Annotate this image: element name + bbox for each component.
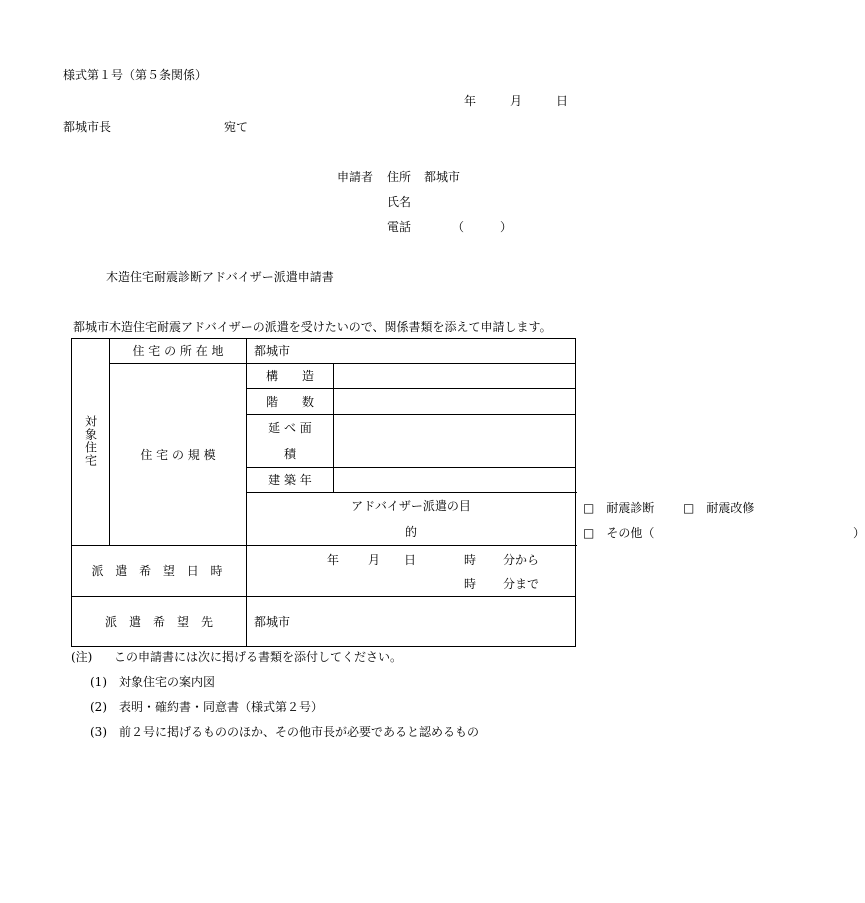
datetime-label: 派 遣 希 望 日 時	[72, 546, 247, 597]
destination-label: 派 遣 希 望 先	[72, 597, 247, 647]
date-month-label: 月	[510, 94, 523, 108]
built-year-label: 建 築 年	[247, 468, 334, 493]
target-house-cell	[72, 339, 110, 546]
floors-value[interactable]	[334, 389, 576, 415]
purpose-label-2: 的	[405, 525, 418, 539]
option-repair[interactable]: □ 耐震改修	[683, 500, 755, 515]
address-label: 住所	[387, 170, 412, 184]
scale-label: 住 宅 の 規 模	[110, 364, 247, 546]
purpose-label	[247, 493, 576, 546]
location-value[interactable]: 都城市	[247, 339, 576, 364]
note-item: (1) 対象住宅の案内図	[90, 675, 215, 689]
date-year-label: 年	[464, 94, 477, 108]
datetime-value[interactable]	[247, 546, 576, 597]
addressee: 都城市長	[63, 120, 112, 134]
dt-hour-from: 時	[464, 553, 477, 567]
form-number: 様式第１号（第５条関係）	[63, 68, 208, 82]
intro-text: 都城市木造住宅耐震アドバイザーの派遣を受けたいので、関係書類を添えて申請します。	[73, 320, 552, 334]
dt-from: 分から	[503, 553, 540, 567]
application-table	[71, 338, 865, 647]
dt-day: 日	[404, 553, 417, 567]
location-label: 住 宅 の 所 在 地	[110, 339, 247, 364]
purpose-label-1: アドバイザー派遣の目	[351, 499, 471, 513]
phone-label: 電話	[387, 220, 412, 234]
floor-area-label-1: 延 べ 面	[268, 421, 312, 435]
floor-area-value[interactable]	[334, 415, 576, 468]
destination-value[interactable]: 都城市	[247, 597, 576, 647]
floors-label: 階 数	[247, 389, 334, 415]
date-day-label: 日	[556, 94, 569, 108]
dt-month: 月	[368, 553, 381, 567]
dt-hour-to: 時	[464, 577, 477, 591]
dt-to: 分まで	[503, 577, 540, 591]
address-value: 都城市	[424, 170, 461, 184]
structure-value[interactable]	[334, 364, 576, 389]
notes-intro: この申請書には次に掲げる書類を添付してください。	[114, 650, 403, 664]
floor-area-label	[247, 415, 334, 468]
phone-paren: （ ）	[452, 220, 513, 234]
option-other[interactable]: □ その他（	[583, 525, 655, 540]
structure-label: 構 造	[247, 364, 334, 389]
target-house-label: 対象住宅	[83, 415, 98, 467]
option-other-close: ）	[853, 525, 865, 540]
applicant-label: 申請者	[337, 170, 374, 184]
note-item: (3) 前２号に掲げるもののほか、その他市長が必要であると認めるもの	[90, 725, 480, 739]
floor-area-label-2: 積	[283, 447, 296, 461]
built-year-value[interactable]	[334, 468, 576, 493]
notes-label: (注)	[71, 650, 93, 664]
addressee-suffix: 宛て	[224, 120, 249, 134]
name-label: 氏名	[387, 195, 412, 209]
option-diagnosis[interactable]: □ 耐震診断	[583, 500, 655, 515]
document-title: 木造住宅耐震診断アドバイザー派遣申請書	[106, 270, 334, 284]
dt-year: 年	[327, 553, 340, 567]
note-item: (2) 表明・確約書・同意書（様式第２号）	[90, 700, 323, 714]
